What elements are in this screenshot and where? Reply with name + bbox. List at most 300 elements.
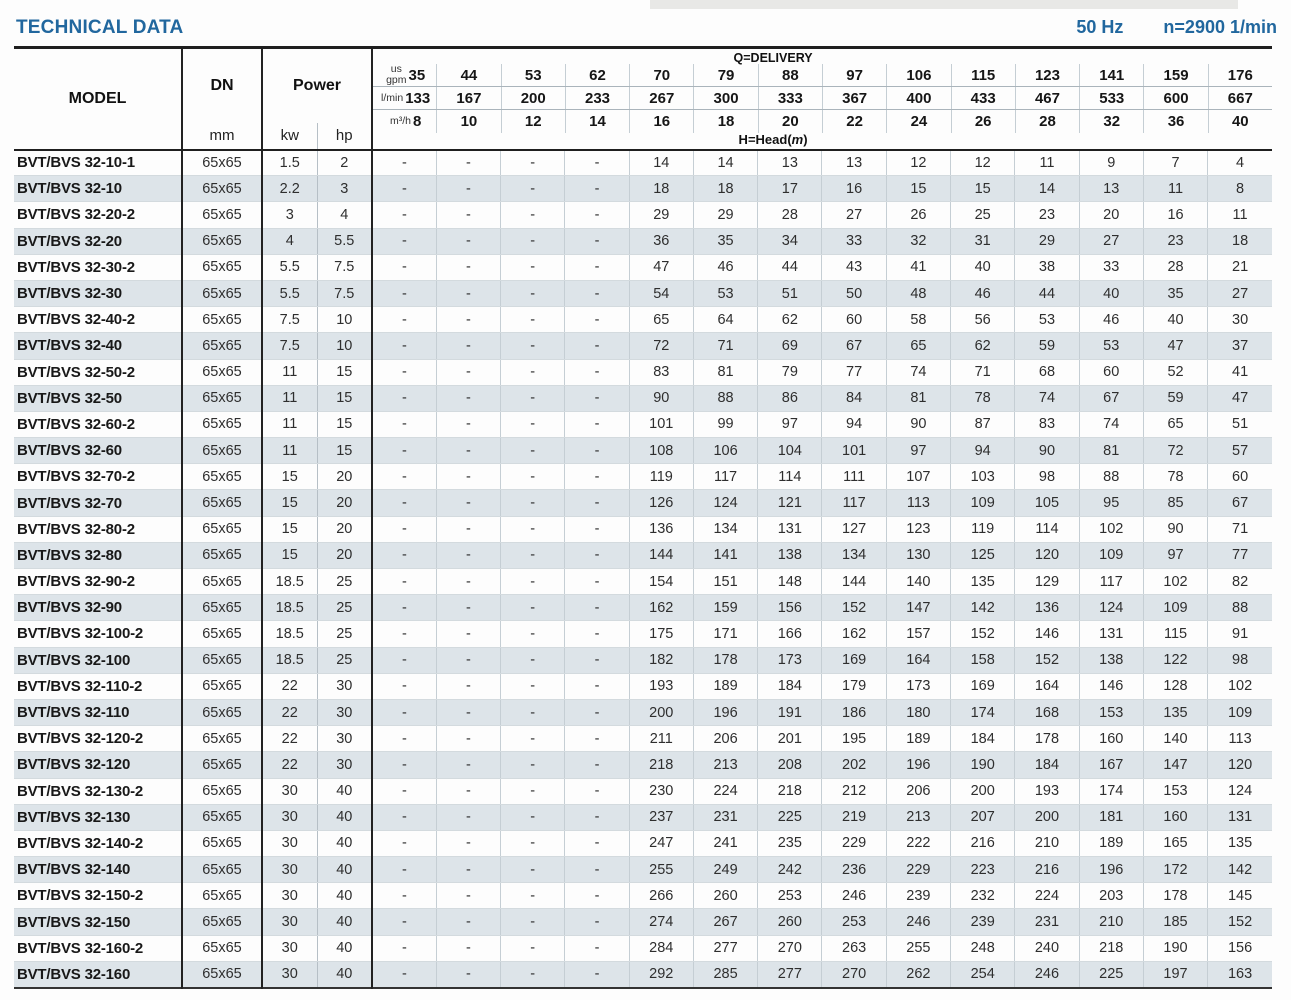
head-cell: - [501, 176, 565, 202]
model-cell: BVT/BVS 32-10 [14, 176, 182, 202]
head-cell: - [565, 935, 629, 961]
model-cell: BVT/BVS 32-80-2 [14, 516, 182, 542]
head-cell: 27 [822, 202, 886, 228]
head-cell: 236 [822, 857, 886, 883]
table-row [14, 935, 1272, 961]
model-cell: BVT/BVS 32-140 [14, 857, 182, 883]
delivery-flow-value: 433 [970, 89, 996, 107]
head-cell: - [565, 883, 629, 909]
delivery-header-cell [437, 64, 501, 86]
technical-data-table-wrap [14, 46, 1272, 989]
delivery-flow-value: 20 [782, 112, 799, 130]
power-hp-cell: 20 [317, 516, 372, 542]
delivery-header-cell [759, 110, 823, 132]
head-cell: 36 [629, 228, 693, 254]
head-cell: 142 [1208, 857, 1272, 883]
head-cell: 152 [1015, 647, 1079, 673]
head-cell: - [565, 830, 629, 856]
head-cell: 173 [758, 647, 822, 673]
head-cell: 129 [1015, 569, 1079, 595]
head-cell: - [501, 490, 565, 516]
dn-cell: 65x65 [182, 857, 262, 883]
head-cell: 123 [886, 516, 950, 542]
head-cell: 41 [886, 254, 950, 280]
head-cell: 202 [822, 752, 886, 778]
table-row [14, 673, 1272, 699]
head-cell: 167 [1079, 752, 1143, 778]
head-cell: 26 [886, 202, 950, 228]
delivery-unit-row [373, 110, 1272, 132]
power-hp-cell: 40 [317, 804, 372, 830]
table-row [14, 804, 1272, 830]
power-column-header [262, 48, 372, 150]
head-cell: 242 [758, 857, 822, 883]
head-cell: 162 [822, 621, 886, 647]
head-cell: 35 [1143, 280, 1207, 306]
head-cell: 30 [1208, 307, 1272, 333]
head-cell: - [372, 280, 436, 306]
head-cell: 146 [1015, 621, 1079, 647]
model-cell: BVT/BVS 32-80 [14, 542, 182, 568]
head-cell: 119 [629, 464, 693, 490]
head-cell: 17 [758, 176, 822, 202]
power-hp-cell: 10 [317, 307, 372, 333]
head-cell: - [372, 385, 436, 411]
power-hp-cell: 3 [317, 176, 372, 202]
delivery-flow-value: 40 [1231, 112, 1249, 130]
head-cell: 27 [1208, 280, 1272, 306]
delivery-flow-value: 26 [974, 112, 992, 130]
head-cell: 52 [1143, 359, 1207, 385]
head-cell: 157 [886, 621, 950, 647]
head-cell: - [501, 228, 565, 254]
power-hp-cell: 5.5 [317, 228, 372, 254]
power-kw-cell: 18.5 [262, 647, 317, 673]
head-cell: 119 [951, 516, 1015, 542]
head-cell: 164 [1015, 673, 1079, 699]
head-cell: - [372, 542, 436, 568]
power-kw-cell: 5.5 [262, 254, 317, 280]
head-cell: 37 [1208, 333, 1272, 359]
delivery-flow-value: 44 [460, 66, 478, 84]
head-cell: - [372, 778, 436, 804]
head-cell: 184 [1015, 752, 1079, 778]
head-cell: 68 [1015, 359, 1079, 385]
head-cell: 219 [822, 804, 886, 830]
head-cell: 184 [951, 726, 1015, 752]
head-cell: 203 [1079, 883, 1143, 909]
head-cell: 91 [1208, 621, 1272, 647]
power-hp-cell: 30 [317, 752, 372, 778]
head-cell: 284 [629, 935, 693, 961]
head-cell: 122 [1143, 647, 1207, 673]
head-cell: 169 [951, 673, 1015, 699]
head-cell: 200 [1015, 804, 1079, 830]
dn-cell: 65x65 [182, 411, 262, 437]
delivery-title: Q=DELIVERY [733, 51, 813, 65]
head-cell: 12 [951, 150, 1015, 176]
delivery-flow-value: 62 [589, 66, 606, 84]
head-cell: 53 [693, 280, 757, 306]
head-cell: 197 [1143, 961, 1207, 987]
head-cell: 90 [1143, 516, 1207, 542]
power-hp-cell: 25 [317, 647, 372, 673]
head-cell: 48 [886, 280, 950, 306]
head-cell: 72 [1143, 438, 1207, 464]
head-cell: 28 [1143, 254, 1207, 280]
head-cell: 114 [758, 464, 822, 490]
power-kw-cell: 30 [262, 961, 317, 987]
head-cell: 262 [886, 961, 950, 987]
delivery-unit-rows [373, 64, 1272, 133]
head-cell: 208 [758, 752, 822, 778]
delivery-unit-line: gpm [386, 74, 407, 87]
head-cell: 156 [758, 595, 822, 621]
head-cell: 185 [1143, 909, 1207, 935]
head-cell: - [372, 699, 436, 725]
table-row [14, 490, 1272, 516]
head-cell: - [501, 202, 565, 228]
head-cell: 178 [1143, 883, 1207, 909]
power-hp-cell: 40 [317, 909, 372, 935]
dn-cell: 65x65 [182, 150, 262, 176]
head-cell: 193 [629, 673, 693, 699]
model-cell: BVT/BVS 32-40 [14, 333, 182, 359]
head-cell: 53 [1079, 333, 1143, 359]
head-cell: 218 [629, 752, 693, 778]
model-cell: BVT/BVS 32-110 [14, 699, 182, 725]
head-cell: 13 [758, 150, 822, 176]
delivery-header-cell [887, 87, 951, 109]
head-cell: 111 [822, 464, 886, 490]
head-cell: - [565, 385, 629, 411]
head-cell: 14 [693, 150, 757, 176]
model-cell: BVT/BVS 32-90-2 [14, 569, 182, 595]
head-cell: - [436, 280, 500, 306]
dn-cell: 65x65 [182, 202, 262, 228]
head-cell: - [436, 909, 500, 935]
head-cell: 46 [951, 280, 1015, 306]
delivery-flow-value: 106 [906, 66, 932, 84]
head-cell: - [436, 778, 500, 804]
head-cell: 97 [886, 438, 950, 464]
delivery-header-cell [373, 64, 437, 86]
head-cell: - [565, 228, 629, 254]
dn-cell: 65x65 [182, 726, 262, 752]
head-cell: 58 [886, 307, 950, 333]
head-cell: 225 [1079, 961, 1143, 987]
head-cell: 11 [1015, 150, 1079, 176]
model-cell: BVT/BVS 32-160 [14, 961, 182, 987]
head-cell: - [372, 490, 436, 516]
head-cell: 47 [629, 254, 693, 280]
head-cell: - [565, 464, 629, 490]
delivery-header-cell [952, 64, 1016, 86]
table-row [14, 411, 1272, 437]
head-cell: 128 [1143, 673, 1207, 699]
power-kw-cell: 30 [262, 857, 317, 883]
head-cell: 11 [1208, 202, 1272, 228]
head-cell: - [436, 202, 500, 228]
delivery-header-cell [1080, 87, 1144, 109]
head-cell: - [372, 673, 436, 699]
head-cell: 174 [1079, 778, 1143, 804]
head-title-prefix: H=Head( [738, 131, 792, 147]
head-cell: 88 [1079, 464, 1143, 490]
head-cell: 147 [1143, 752, 1207, 778]
head-cell: 31 [951, 228, 1015, 254]
delivery-header-cell [759, 64, 823, 86]
head-cell: 88 [693, 385, 757, 411]
delivery-flow-value: 70 [653, 66, 671, 84]
head-cell: 88 [1208, 595, 1272, 621]
head-cell: 255 [629, 857, 693, 883]
head-cell: 224 [1015, 883, 1079, 909]
delivery-flow-value: 36 [1167, 112, 1185, 130]
head-cell: 165 [1143, 830, 1207, 856]
head-cell: - [372, 961, 436, 987]
head-cell: 71 [951, 359, 1015, 385]
head-cell: - [565, 726, 629, 752]
delivery-flow-value: 367 [842, 89, 868, 107]
head-cell: - [565, 804, 629, 830]
head-cell: - [501, 726, 565, 752]
power-hp-cell: 40 [317, 883, 372, 909]
head-cell: 223 [951, 857, 1015, 883]
delivery-flow-value: 14 [589, 112, 606, 130]
head-cell: - [436, 804, 500, 830]
head-cell: 213 [886, 804, 950, 830]
table-row [14, 150, 1272, 176]
head-cell: 196 [886, 752, 950, 778]
head-cell: 65 [886, 333, 950, 359]
head-cell: 23 [1015, 202, 1079, 228]
power-hp-cell: 15 [317, 438, 372, 464]
head-cell: - [501, 516, 565, 542]
table-row [14, 778, 1272, 804]
head-cell: 84 [822, 385, 886, 411]
power-hp-cell: 40 [317, 935, 372, 961]
dn-cell: 65x65 [182, 490, 262, 516]
head-cell: 136 [629, 516, 693, 542]
head-cell: 141 [693, 542, 757, 568]
power-hp-cell: 15 [317, 385, 372, 411]
head-cell: 117 [1079, 569, 1143, 595]
head-cell: - [436, 883, 500, 909]
head-cell: 253 [822, 909, 886, 935]
head-cell: 25 [951, 202, 1015, 228]
head-cell: 160 [1143, 804, 1207, 830]
head-cell: 20 [1079, 202, 1143, 228]
head-cell: 135 [951, 569, 1015, 595]
head-cell: 246 [886, 909, 950, 935]
model-cell: BVT/BVS 32-120 [14, 752, 182, 778]
head-cell: 136 [1015, 595, 1079, 621]
head-cell: - [436, 647, 500, 673]
head-cell: - [565, 961, 629, 987]
delivery-flow-value: 233 [584, 89, 611, 107]
head-cell: 23 [1143, 228, 1207, 254]
head-cell: 131 [758, 516, 822, 542]
model-cell: BVT/BVS 32-130 [14, 804, 182, 830]
head-cell: 216 [1015, 857, 1079, 883]
head-cell: 144 [629, 542, 693, 568]
head-cell: - [372, 909, 436, 935]
head-cell: 211 [629, 726, 693, 752]
power-hp-cell: 7.5 [317, 280, 372, 306]
head-cell: 98 [1015, 464, 1079, 490]
delivery-header-cell [502, 64, 566, 86]
dn-cell: 65x65 [182, 621, 262, 647]
head-cell: - [372, 150, 436, 176]
head-cell: 178 [693, 647, 757, 673]
head-cell: 62 [758, 307, 822, 333]
model-cell: BVT/BVS 32-60 [14, 438, 182, 464]
delivery-header-cell [887, 64, 951, 86]
head-cell: 169 [822, 647, 886, 673]
delivery-header-cell [1144, 87, 1208, 109]
head-cell: 225 [758, 804, 822, 830]
head-cell: 69 [758, 333, 822, 359]
head-cell: 140 [1143, 726, 1207, 752]
head-cell: 266 [629, 883, 693, 909]
power-kw-cell: 30 [262, 883, 317, 909]
head-cell: 74 [1079, 411, 1143, 437]
head-cell: 190 [951, 752, 1015, 778]
dn-cell: 65x65 [182, 961, 262, 987]
head-cell: 57 [1208, 438, 1272, 464]
head-cell: - [501, 883, 565, 909]
power-hp-cell: 40 [317, 857, 372, 883]
head-cell: 135 [1208, 830, 1272, 856]
delivery-header-cell [694, 64, 758, 86]
delivery-header-cell [373, 87, 437, 109]
head-cell: 152 [822, 595, 886, 621]
head-cell: 109 [951, 490, 1015, 516]
head-cell: 195 [822, 726, 886, 752]
head-cell: - [501, 699, 565, 725]
delivery-header-cell [1016, 110, 1080, 132]
head-cell: 171 [693, 621, 757, 647]
model-cell: BVT/BVS 32-120-2 [14, 726, 182, 752]
head-cell: - [372, 595, 436, 621]
delivery-header-cell [630, 87, 694, 109]
head-cell: 79 [758, 359, 822, 385]
head-cell: 34 [758, 228, 822, 254]
head-cell: 109 [1143, 595, 1207, 621]
head-cell: - [372, 857, 436, 883]
head-cell: 224 [693, 778, 757, 804]
head-cell: 60 [822, 307, 886, 333]
head-cell: 56 [951, 307, 1015, 333]
head-cell: 46 [1079, 307, 1143, 333]
delivery-header-cell [952, 110, 1016, 132]
head-cell: 29 [629, 202, 693, 228]
table-row [14, 254, 1272, 280]
head-cell: 138 [1079, 647, 1143, 673]
head-cell: - [501, 542, 565, 568]
delivery-header-cell [823, 87, 887, 109]
head-cell: - [501, 647, 565, 673]
head-cell: 126 [629, 490, 693, 516]
delivery-unit-label [390, 116, 411, 127]
delivery-header-cell [1080, 110, 1144, 132]
head-cell: 83 [1015, 411, 1079, 437]
head-cell: - [565, 752, 629, 778]
power-hp-cell: 30 [317, 726, 372, 752]
head-cell: 114 [1015, 516, 1079, 542]
power-kw-cell: 7.5 [262, 333, 317, 359]
head-cell: 74 [1015, 385, 1079, 411]
delivery-header-cell [566, 110, 630, 132]
head-cell: - [372, 804, 436, 830]
head-cell: 67 [1079, 385, 1143, 411]
head-cell: - [436, 359, 500, 385]
head-cell: 87 [951, 411, 1015, 437]
head-cell: 229 [822, 830, 886, 856]
head-cell: 246 [1015, 961, 1079, 987]
head-cell: 140 [886, 569, 950, 595]
power-hp-cell: 30 [317, 699, 372, 725]
head-cell: 267 [693, 909, 757, 935]
dn-cell: 65x65 [182, 883, 262, 909]
dn-cell: 65x65 [182, 673, 262, 699]
head-cell: - [436, 438, 500, 464]
speed-label: n=2900 1/min [1163, 17, 1277, 37]
head-cell: 152 [1208, 909, 1272, 935]
head-cell: - [501, 280, 565, 306]
head-cell: 200 [629, 699, 693, 725]
head-cell: - [501, 673, 565, 699]
head-cell: 67 [1208, 490, 1272, 516]
head-cell: 121 [758, 490, 822, 516]
delivery-flow-value: 141 [1099, 66, 1125, 84]
head-cell: 153 [1143, 778, 1207, 804]
head-cell: 124 [1208, 778, 1272, 804]
dn-header-label: DN [210, 76, 234, 94]
head-cell: 102 [1208, 673, 1272, 699]
head-cell: 78 [951, 385, 1015, 411]
model-cell: BVT/BVS 32-70-2 [14, 464, 182, 490]
head-cell: - [565, 280, 629, 306]
table-row [14, 883, 1272, 909]
power-hp-cell: 20 [317, 542, 372, 568]
head-cell: 27 [1079, 228, 1143, 254]
head-cell: 210 [1079, 909, 1143, 935]
head-cell: 179 [822, 673, 886, 699]
head-cell: - [501, 254, 565, 280]
head-cell: 78 [1143, 464, 1207, 490]
delivery-flow-value: 88 [782, 66, 799, 84]
head-cell: - [565, 778, 629, 804]
power-hp-cell: 15 [317, 359, 372, 385]
head-cell: 62 [951, 333, 1015, 359]
delivery-header-cell [437, 87, 501, 109]
head-cell: 40 [1143, 307, 1207, 333]
head-cell: - [436, 857, 500, 883]
head-cell: 117 [822, 490, 886, 516]
head-cell: 21 [1208, 254, 1272, 280]
head-cell: 101 [822, 438, 886, 464]
delivery-flow-value: 467 [1034, 89, 1060, 107]
head-cell: 207 [951, 804, 1015, 830]
dn-cell: 65x65 [182, 752, 262, 778]
power-hp-cell: 4 [317, 202, 372, 228]
head-cell: 16 [822, 176, 886, 202]
head-cell: - [565, 909, 629, 935]
head-cell: - [372, 516, 436, 542]
dn-cell: 65x65 [182, 699, 262, 725]
